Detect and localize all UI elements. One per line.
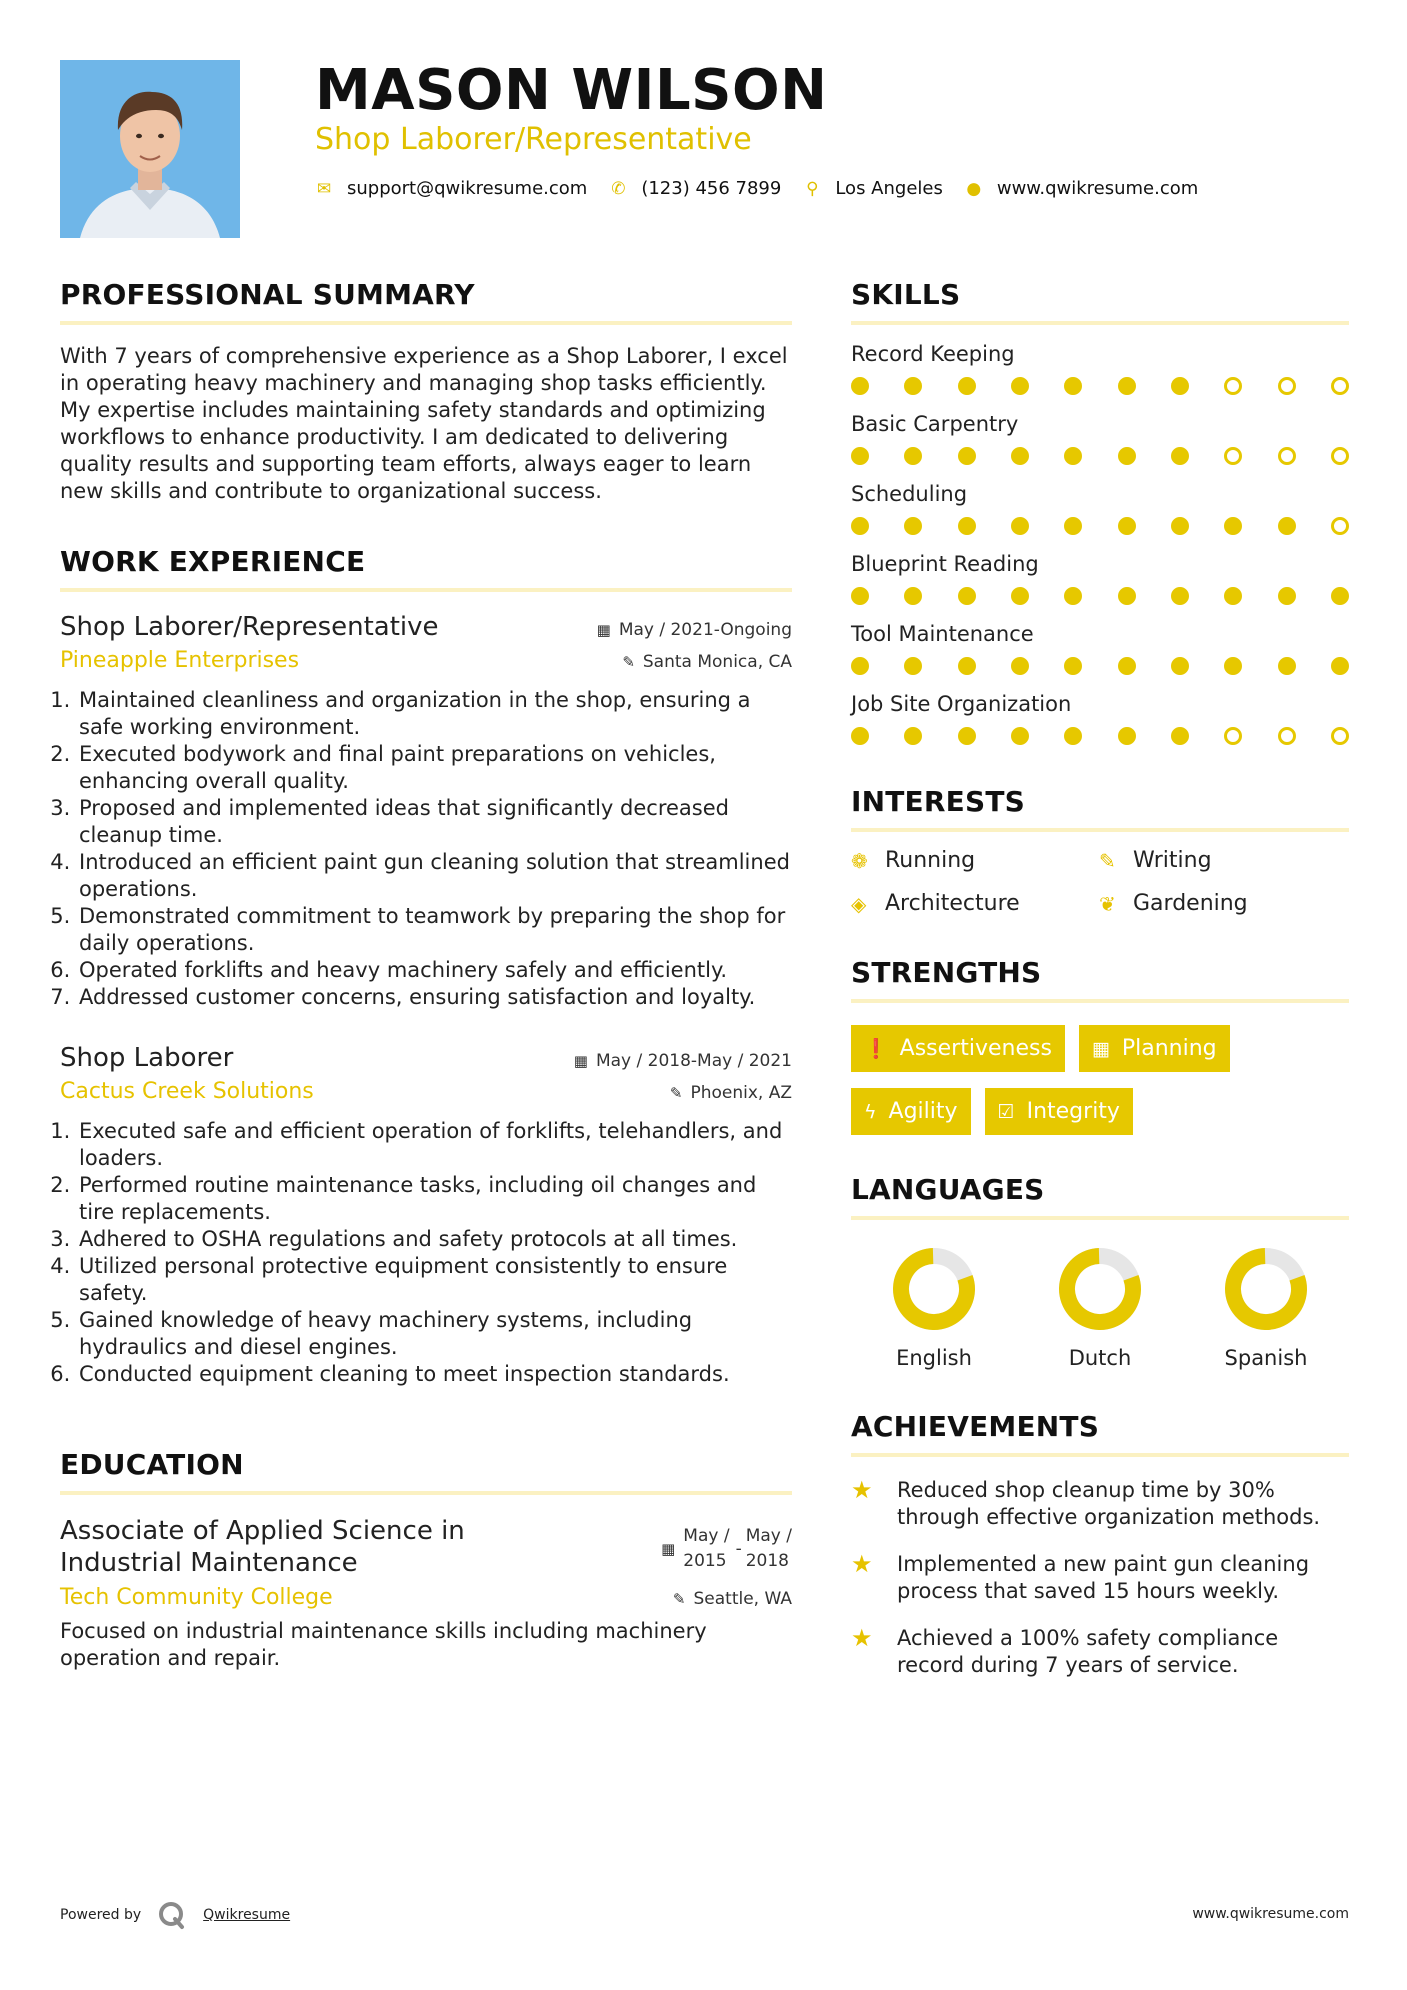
rating-dot-filled bbox=[904, 517, 922, 535]
rating-dot-empty bbox=[1331, 727, 1349, 745]
language-name: Spanish bbox=[1224, 1346, 1308, 1370]
rating-dot-filled bbox=[904, 657, 922, 675]
skill-rating bbox=[851, 657, 1349, 675]
rating-dot-filled bbox=[958, 727, 976, 745]
job-entry bbox=[60, 612, 792, 1011]
rating-dot-filled bbox=[1118, 587, 1136, 605]
strengths-list bbox=[851, 1025, 1349, 1135]
language-item bbox=[1183, 1246, 1349, 1370]
rating-dot-filled bbox=[904, 587, 922, 605]
interest-item bbox=[1099, 848, 1347, 873]
rating-dot-empty bbox=[1331, 377, 1349, 395]
rating-dot-filled bbox=[1278, 517, 1296, 535]
qwikresume-logo-icon bbox=[157, 1900, 187, 1930]
rating-dot-filled bbox=[1064, 727, 1082, 745]
list-item: 5. Demonstrated commitment to teamwork by preparing the shop for daily operations. bbox=[77, 903, 792, 957]
rating-dot-filled bbox=[1171, 587, 1189, 605]
pin-icon: ✎ bbox=[622, 653, 635, 671]
list-item: 1. Maintained cleanliness and organization in the shop, ensuring a safe working environment. bbox=[77, 687, 792, 741]
rating-dot-filled bbox=[1224, 587, 1242, 605]
language-donut bbox=[1223, 1246, 1309, 1332]
rating-dot-filled bbox=[1011, 517, 1029, 535]
leaf-icon: ❦ bbox=[1099, 891, 1116, 916]
globe-icon: ● bbox=[966, 178, 982, 199]
rating-dot-filled bbox=[851, 377, 869, 395]
rating-dot-filled bbox=[1171, 517, 1189, 535]
website-text: www.qwikresume.com bbox=[996, 178, 1199, 199]
calendar-icon: ▦ bbox=[1091, 1037, 1110, 1060]
pencil-icon: ✎ bbox=[1099, 848, 1116, 873]
star-icon: ★ bbox=[851, 1550, 873, 1578]
star-icon: ★ bbox=[851, 1476, 873, 1504]
skill-rating bbox=[851, 727, 1349, 745]
skill-rating bbox=[851, 377, 1349, 395]
phone-icon: ✆ bbox=[611, 178, 626, 199]
section-divider bbox=[60, 588, 792, 592]
list-item: 5. Gained knowledge of heavy machinery systems, including hydraulics and diesel engines. bbox=[77, 1307, 792, 1361]
job-dates-text: May / 2018-May / 2021 bbox=[595, 1051, 792, 1071]
paw-icon: ❁ bbox=[851, 848, 868, 873]
rating-dot-filled bbox=[1011, 727, 1029, 745]
strengths-heading: STRENGTHS bbox=[851, 956, 1042, 989]
contact-bar bbox=[315, 178, 1220, 199]
rating-dot-filled bbox=[958, 517, 976, 535]
rating-dot-filled bbox=[851, 447, 869, 465]
rating-dot-filled bbox=[1224, 657, 1242, 675]
education-description: Focused on industrial maintenance skills including machinery operation and repair. bbox=[60, 1619, 707, 1670]
job-title: Shop Laborer bbox=[60, 1043, 234, 1073]
rating-dot-filled bbox=[1118, 727, 1136, 745]
job-location-text: Santa Monica, CA bbox=[642, 652, 792, 672]
achievements-heading: ACHIEVEMENTS bbox=[851, 1410, 1100, 1443]
skill-rating bbox=[851, 517, 1349, 535]
job-location-text: Phoenix, AZ bbox=[690, 1083, 792, 1103]
section-divider bbox=[851, 321, 1349, 325]
list-item: 1. Executed safe and efficient operation of forklifts, telehandlers, and loaders. bbox=[77, 1118, 792, 1172]
start-month: May / bbox=[683, 1526, 730, 1546]
languages-heading: LANGUAGES bbox=[851, 1173, 1045, 1206]
rating-dot-filled bbox=[1118, 447, 1136, 465]
strength-label: Planning bbox=[1121, 1036, 1217, 1061]
school-location bbox=[673, 1589, 792, 1609]
degree-title bbox=[60, 1515, 465, 1579]
rating-dot-empty bbox=[1224, 447, 1242, 465]
experience-heading: WORK EXPERIENCE bbox=[60, 545, 366, 578]
contact-website[interactable] bbox=[965, 178, 1198, 199]
rating-dot-filled bbox=[1011, 447, 1029, 465]
achievement-text: Reduced shop cleanup time by 30% through effective organization methods. bbox=[897, 1478, 1321, 1529]
rating-dot-filled bbox=[1011, 657, 1029, 675]
language-item bbox=[851, 1246, 1017, 1370]
rating-dot-filled bbox=[1278, 587, 1296, 605]
email-text: support@qwikresume.com bbox=[347, 178, 588, 199]
rating-dot-filled bbox=[1171, 377, 1189, 395]
rating-dot-filled bbox=[904, 377, 922, 395]
skill-rating bbox=[851, 587, 1349, 605]
summary-section bbox=[60, 278, 792, 505]
summary-text: With 7 years of comprehensive experience as a Shop Laborer, I excel in operating heavy machinery and managing shop tasks efficiently. My expertise includes maintaining safety standards and optimizing workflows to enhance productivity. I am dedicated to delivering quality results and supporting team efforts, always eager to learn new skills and contribute to organizational success. bbox=[60, 344, 788, 503]
rating-dot-filled bbox=[1331, 587, 1349, 605]
powered-by-text: Powered by bbox=[60, 1907, 142, 1923]
education-section bbox=[60, 1448, 792, 1672]
rating-dot-filled bbox=[904, 447, 922, 465]
right-column bbox=[851, 278, 1349, 1679]
strength-badge bbox=[1079, 1025, 1230, 1072]
language-donut bbox=[1057, 1246, 1143, 1332]
languages-section bbox=[851, 1173, 1349, 1370]
language-name: English bbox=[896, 1346, 972, 1370]
achievement-text: Implemented a new paint gun cleaning process that saved 15 hours weekly. bbox=[897, 1552, 1310, 1603]
pin-icon: ✎ bbox=[669, 1084, 683, 1102]
rating-dot-filled bbox=[851, 727, 869, 745]
rating-dot-filled bbox=[1064, 657, 1082, 675]
experience-section bbox=[60, 545, 792, 1388]
rating-dot-filled bbox=[1278, 657, 1296, 675]
languages-list bbox=[851, 1246, 1349, 1370]
list-item: 6. Conducted equipment cleaning to meet inspection standards. bbox=[77, 1361, 792, 1388]
rating-dot-filled bbox=[1331, 657, 1349, 675]
achievements-section bbox=[851, 1410, 1349, 1679]
school-location-text: Seattle, WA bbox=[693, 1589, 792, 1609]
list-item: 2. Executed bodywork and final paint preparations on vehicles, enhancing overall quality. bbox=[77, 741, 792, 795]
rating-dot-filled bbox=[851, 657, 869, 675]
rating-dot-filled bbox=[1064, 587, 1082, 605]
skill-item bbox=[851, 552, 1349, 605]
exclamation-circle-icon: ❗ bbox=[864, 1038, 888, 1060]
list-item: 3. Proposed and implemented ideas that significantly decreased cleanup time. bbox=[77, 795, 792, 849]
candidate-role: Shop Laborer/Representative bbox=[315, 122, 752, 157]
job-location bbox=[622, 652, 792, 672]
location-text: Los Angeles bbox=[835, 178, 943, 199]
rating-dot-filled bbox=[1171, 447, 1189, 465]
rating-dot-filled bbox=[1118, 657, 1136, 675]
brand-link[interactable]: Qwikresume bbox=[203, 1907, 291, 1923]
rating-dot-filled bbox=[851, 517, 869, 535]
list-item: 7. Addressed customer concerns, ensuring satisfaction and loyalty. bbox=[77, 984, 792, 1011]
education-heading: EDUCATION bbox=[60, 1448, 244, 1481]
strength-badge bbox=[985, 1088, 1133, 1135]
rating-dot-filled bbox=[904, 727, 922, 745]
footer-powered-by bbox=[60, 1900, 290, 1930]
section-divider bbox=[60, 1491, 792, 1495]
rating-dot-filled bbox=[851, 587, 869, 605]
skill-rating bbox=[851, 447, 1349, 465]
rating-dot-filled bbox=[1171, 657, 1189, 675]
interest-item bbox=[851, 891, 1099, 916]
interest-label: Writing bbox=[1133, 848, 1212, 873]
bolt-icon: ϟ bbox=[864, 1100, 877, 1123]
job-title: Shop Laborer/Representative bbox=[60, 612, 439, 642]
rating-dot-filled bbox=[958, 587, 976, 605]
section-divider bbox=[851, 999, 1349, 1003]
rating-dot-empty bbox=[1278, 447, 1296, 465]
school-name: Tech Community College bbox=[60, 1585, 333, 1610]
job-dates bbox=[574, 1051, 792, 1071]
list-item: 2. Performed routine maintenance tasks, including oil changes and tire replacements. bbox=[77, 1172, 792, 1226]
job-entry bbox=[60, 1043, 792, 1388]
language-donut bbox=[891, 1246, 977, 1332]
rating-dot-filled bbox=[1011, 377, 1029, 395]
contact-location bbox=[803, 178, 943, 199]
education-dates bbox=[661, 1519, 792, 1579]
date-dash: - bbox=[735, 1538, 742, 1559]
section-divider bbox=[851, 1216, 1349, 1220]
skill-item bbox=[851, 622, 1349, 675]
achievement-item bbox=[851, 1551, 1349, 1605]
star-icon: ★ bbox=[851, 1624, 873, 1652]
rating-dot-empty bbox=[1224, 727, 1242, 745]
rating-dot-filled bbox=[1171, 727, 1189, 745]
list-item: 6. Operated forklifts and heavy machinery safely and efficiently. bbox=[77, 957, 792, 984]
skill-item bbox=[851, 482, 1349, 535]
duty-list bbox=[60, 687, 792, 1011]
contact-phone[interactable] bbox=[609, 178, 781, 199]
rating-dot-empty bbox=[1278, 377, 1296, 395]
achievement-text: Achieved a 100% safety compliance record during 7 years of service. bbox=[897, 1626, 1279, 1677]
strength-label: Integrity bbox=[1026, 1099, 1120, 1124]
strength-label: Agility bbox=[888, 1099, 958, 1124]
rating-dot-filled bbox=[1064, 377, 1082, 395]
left-column bbox=[60, 278, 792, 1672]
company-name: Cactus Creek Solutions bbox=[60, 1079, 314, 1104]
skill-item bbox=[851, 342, 1349, 395]
envelope-icon: ✉ bbox=[316, 178, 332, 199]
degree-line: Industrial Maintenance bbox=[60, 1548, 358, 1578]
strength-badge bbox=[851, 1025, 1065, 1072]
skills-list bbox=[851, 342, 1349, 745]
interests-section bbox=[851, 785, 1349, 916]
job-location bbox=[670, 1083, 792, 1103]
summary-heading: PROFESSIONAL SUMMARY bbox=[60, 278, 475, 311]
skill-name: Record Keeping bbox=[851, 342, 1015, 366]
rating-dot-filled bbox=[1064, 517, 1082, 535]
skill-name: Blueprint Reading bbox=[851, 552, 1039, 576]
rating-dot-empty bbox=[1331, 447, 1349, 465]
interest-label: Running bbox=[885, 848, 976, 873]
interests-grid bbox=[851, 848, 1349, 916]
interest-item bbox=[851, 848, 1099, 873]
calendar-icon: ▦ bbox=[596, 621, 611, 639]
rating-dot-filled bbox=[958, 377, 976, 395]
job-dates-text: May / 2021-Ongoing bbox=[618, 620, 792, 640]
rating-dot-filled bbox=[958, 657, 976, 675]
strength-badge bbox=[851, 1088, 971, 1135]
rating-dot-filled bbox=[1118, 377, 1136, 395]
check-square-icon: ☑ bbox=[997, 1100, 1015, 1123]
skill-name: Job Site Organization bbox=[851, 692, 1072, 716]
list-item: 4. Introduced an efficient paint gun cleaning solution that streamlined operations. bbox=[77, 849, 792, 903]
achievement-item bbox=[851, 1625, 1349, 1679]
rating-dot-filled bbox=[1011, 587, 1029, 605]
skills-section bbox=[851, 278, 1349, 745]
job-dates bbox=[597, 620, 792, 640]
section-divider bbox=[60, 321, 792, 325]
map-pin-icon: ⚲ bbox=[806, 178, 819, 199]
language-name: Dutch bbox=[1068, 1346, 1132, 1370]
skills-heading: SKILLS bbox=[851, 278, 961, 311]
rating-dot-empty bbox=[1331, 517, 1349, 535]
end-year: 2018 bbox=[745, 1551, 789, 1571]
strengths-section bbox=[851, 956, 1349, 1135]
skill-item bbox=[851, 692, 1349, 745]
skill-name: Basic Carpentry bbox=[851, 412, 1019, 436]
list-item: 4. Utilized personal protective equipment consistently to ensure safety. bbox=[77, 1253, 792, 1307]
contact-email[interactable] bbox=[315, 178, 587, 199]
skill-item bbox=[851, 412, 1349, 465]
company-name: Pineapple Enterprises bbox=[60, 648, 300, 673]
section-divider bbox=[851, 828, 1349, 832]
interest-label: Architecture bbox=[885, 891, 1020, 916]
phone-text: (123) 456 7899 bbox=[641, 178, 782, 199]
rating-dot-filled bbox=[1064, 447, 1082, 465]
start-year: 2015 bbox=[683, 1551, 727, 1571]
rating-dot-filled bbox=[958, 447, 976, 465]
strength-label: Assertiveness bbox=[899, 1036, 1052, 1061]
skill-name: Scheduling bbox=[851, 482, 968, 506]
duty-list bbox=[60, 1118, 792, 1388]
person-photo-icon bbox=[60, 60, 240, 238]
end-month: May / bbox=[745, 1526, 792, 1546]
footer-website[interactable]: www.qwikresume.com bbox=[1192, 1906, 1349, 1922]
rating-dot-filled bbox=[1224, 517, 1242, 535]
calendar-icon: ▦ bbox=[573, 1052, 588, 1070]
pin-icon: ✎ bbox=[672, 1590, 686, 1608]
language-item bbox=[1017, 1246, 1183, 1370]
section-divider bbox=[851, 1453, 1349, 1457]
profile-photo bbox=[60, 60, 240, 238]
degree-line: Associate of Applied Science in bbox=[60, 1516, 465, 1546]
rating-dot-empty bbox=[1278, 727, 1296, 745]
calendar-icon: ▦ bbox=[661, 1539, 676, 1558]
skill-name: Tool Maintenance bbox=[851, 622, 1034, 646]
candidate-name: MASON WILSON bbox=[315, 58, 828, 123]
achievement-item bbox=[851, 1477, 1349, 1531]
list-item: 3. Adhered to OSHA regulations and safety protocols at all times. bbox=[77, 1226, 792, 1253]
interest-item bbox=[1099, 891, 1347, 916]
ruler-icon: ◈ bbox=[851, 891, 867, 916]
rating-dot-filled bbox=[1118, 517, 1136, 535]
interests-heading: INTERESTS bbox=[851, 785, 1025, 818]
rating-dot-empty bbox=[1224, 377, 1242, 395]
interest-label: Gardening bbox=[1133, 891, 1248, 916]
